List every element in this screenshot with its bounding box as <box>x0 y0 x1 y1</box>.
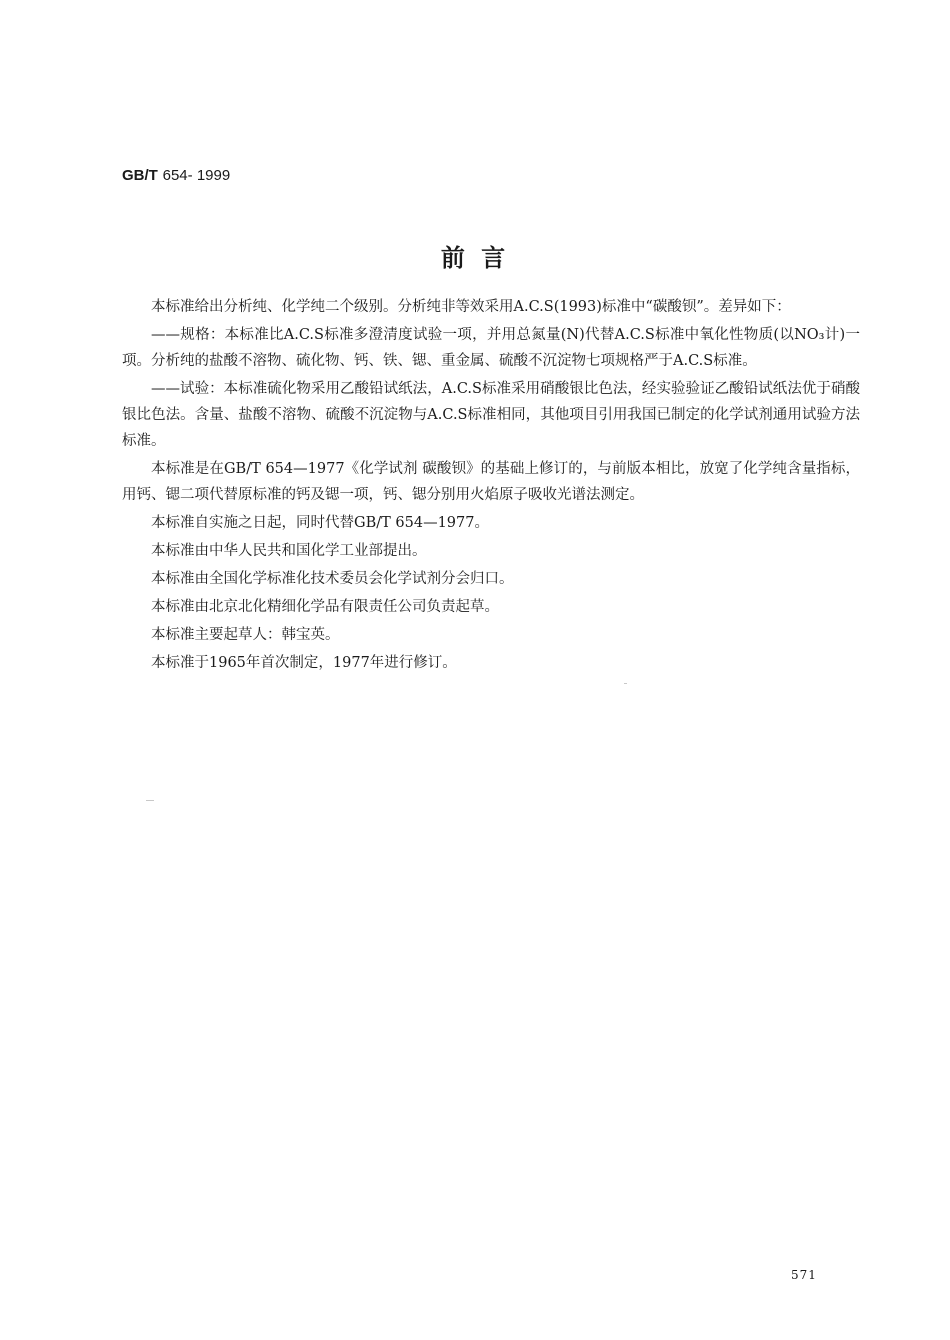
foreword-body <box>122 294 860 678</box>
paragraph-main-drafter: 本标准主要起草人：韩宝英。 <box>151 627 340 643</box>
paragraph-revision: 本标准是在GB/T 654—1977《化学试剂 碳酸钡》的基础上修订的，与前版本相比，放宽了化学纯含量指标，用钙、锶二项代替原标准的钙及锶一项，钙、锶分别用火焰原子吸收光谱法测定。 <box>122 461 860 503</box>
paragraph-proposer: 本标准由中华人民共和国化学工业部提出。 <box>151 543 427 559</box>
paragraph-history: 本标准于1965年首次制定，1977年进行修订。 <box>151 655 457 671</box>
paragraph-intro: 本标准给出分析纯、化学纯二个级别。分析纯非等效采用A.C.S(1993)标准中“碳酸钡”。差异如下： <box>151 299 791 315</box>
paragraph-specification: ——规格：本标准比A.C.S标准多澄清度试验一项，并用总氮量(N)代替A.C.S标准中氧化性物质(以NO₃计)一项。分析纯的盐酸不溶物、硫化物、钙、铁、锶、重金属、硫酸不沉淀物七项规格严于A.C.S标准。 <box>122 327 860 369</box>
standard-identifier <box>122 166 230 184</box>
page-number: 571 <box>791 1268 817 1282</box>
page-title: 前 言 <box>440 244 510 272</box>
paragraph-drafting-organization: 本标准由北京北化精细化学品有限责任公司负责起草。 <box>151 599 499 615</box>
paragraph-technical-committee: 本标准由全国化学标准化技术委员会化学试剂分会归口。 <box>151 571 514 587</box>
paragraph-test: ——试验：本标准硫化物采用乙酸铅试纸法，A.C.S标准采用硝酸银比色法，经实验验证乙酸铅试纸法优于硝酸银比色法。含量、盐酸不溶物、硫酸不沉淀物与A.C.S标准相同，其他项目引用我国已制定的化学试剂通用试验方法标准。 <box>122 381 860 449</box>
standard-number: 654- 1999 <box>162 167 231 184</box>
standard-code: GB/T <box>122 167 158 184</box>
scan-speck <box>624 683 627 684</box>
paragraph-replacement: 本标准自实施之日起，同时代替GB/T 654—1977。 <box>151 515 489 531</box>
scan-speck <box>146 800 154 801</box>
